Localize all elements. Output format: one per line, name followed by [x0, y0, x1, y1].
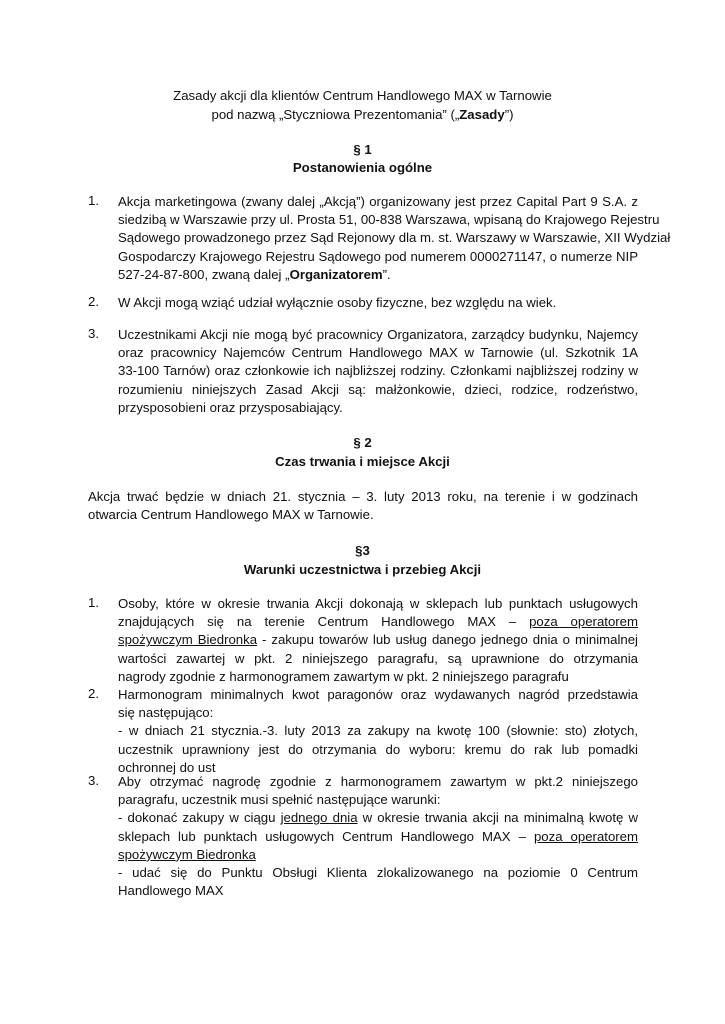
section-2-number: § 2: [353, 435, 372, 450]
item-text: Osoby, które w okresie trwania Akcji dokonają w sklepach lub punktach usługowych znajdujących się na terenie Centrum Handlowego MAX – poza operatorem spożywczym Biedronka - zakupu towarów lub usług danego jednego dnia o minimalnej wartości zawartej w pkt. 2 niniejszego paragrafu, są uprawnione do otrzymania nagrody zgodnie z harmonogramem zawartym w pkt. 2 niniejszego paragrafu: [118, 596, 638, 684]
item-text: Akcja marketingowa (zwany dalej „Akcją”) organizowany jest przez Capital Part 9 S.A. z siedzibą w Warszawie przy ul. Prosta 51, 00-838 Warszawa, wpisaną do Krajowego Rejestru Sądowego prowadzonego przez Sąd Rejonowy dla m. st. Warszawy w Warszawie, XII Wydział Gospodarczy Krajowego Rejestru Sądowego pod numerem 0000271147, o numerze NIP 527-24-87-800, zwaną dalej „Organizatorem”.: [118, 194, 671, 282]
section-2-title: Czas trwania i miejsce Akcji: [275, 454, 450, 469]
section-3-title: Warunki uczestnictwa i przebieg Akcji: [243, 562, 482, 577]
item-number: 2.: [88, 294, 99, 309]
item-number: 2.: [88, 686, 99, 701]
item-number: 1.: [88, 193, 99, 208]
section-1-item-2: [88, 294, 640, 314]
section-1-number: § 1: [353, 142, 372, 157]
section-3-item-1: [88, 595, 640, 687]
document-title-line-2: pod nazwą „Styczniowa Prezentomania” („Zasady”): [211, 107, 514, 122]
item-text: W Akcji mogą wziąć udział wyłącznie osoby fizyczne, bez względu na wiek.: [118, 295, 557, 310]
document-title-line-1: Zasady akcji dla klientów Centrum Handlowego MAX w Tarnowie: [173, 88, 552, 103]
item-number: 1.: [88, 595, 99, 610]
item-number: 3.: [88, 326, 99, 341]
item-text: Uczestnikami Akcji nie mogą być pracownicy Organizatora, zarządcy budynku, Najemcy oraz pracownicy Najemców Centrum Handlowego MAX w Tarnowie (ul. Szkotnik 1A 33-100 Tarnów) oraz członkowie ich najbliższej rodziny. Członkami najbliższej rodziny w rozumieniu niniejszych Zasad Akcji są: małżonkowie, dzieci, rodzice, rodzeństwo, przysposobieni oraz przysposabiający.: [118, 327, 638, 415]
section-3-number: §3: [355, 543, 370, 558]
section-1-item-1: [88, 193, 671, 285]
section-2-paragraph: Akcja trwać będzie w dniach 21. stycznia – 3. luty 2013 roku, na terenie i w godzinach otwarcia Centrum Handlowego MAX w Tarnowie.: [88, 489, 638, 523]
item-number: 3.: [88, 773, 99, 788]
section-1-item-3: [88, 326, 640, 418]
item-text: Harmonogram minimalnych kwot paragonów oraz wydawanych nagród przedstawia się następująco: - w dniach 21 stycznia.-3. luty 2013 za zakupy na kwotę 100 (słownie: sto) złotych, uczestnik uprawniony jest do otrzymania do wyboru: kremu do rak lub pomadki ochronnej do ust: [118, 687, 638, 775]
item-text: Aby otrzymać nagrodę zgodnie z harmonogramem zawartym w pkt.2 niniejszego paragrafu, uczestnik musi spełnić następujące warunki: - dokonać zakupy w ciągu jednego dnia w okresie trwania akcji na minimalną kwotę w sklepach lub punktach usługowych Centrum Handlowego MAX – poza operatorem spożywczym Biedronka - udać się do Punktu Obsługi Klienta zlokalizowanego na poziomie 0 Centrum Handlowego MAX: [118, 774, 638, 899]
section-3-item-2: [88, 686, 640, 778]
section-1-title: Postanowienia ogólne: [292, 160, 433, 175]
section-3-item-3: [88, 773, 640, 901]
